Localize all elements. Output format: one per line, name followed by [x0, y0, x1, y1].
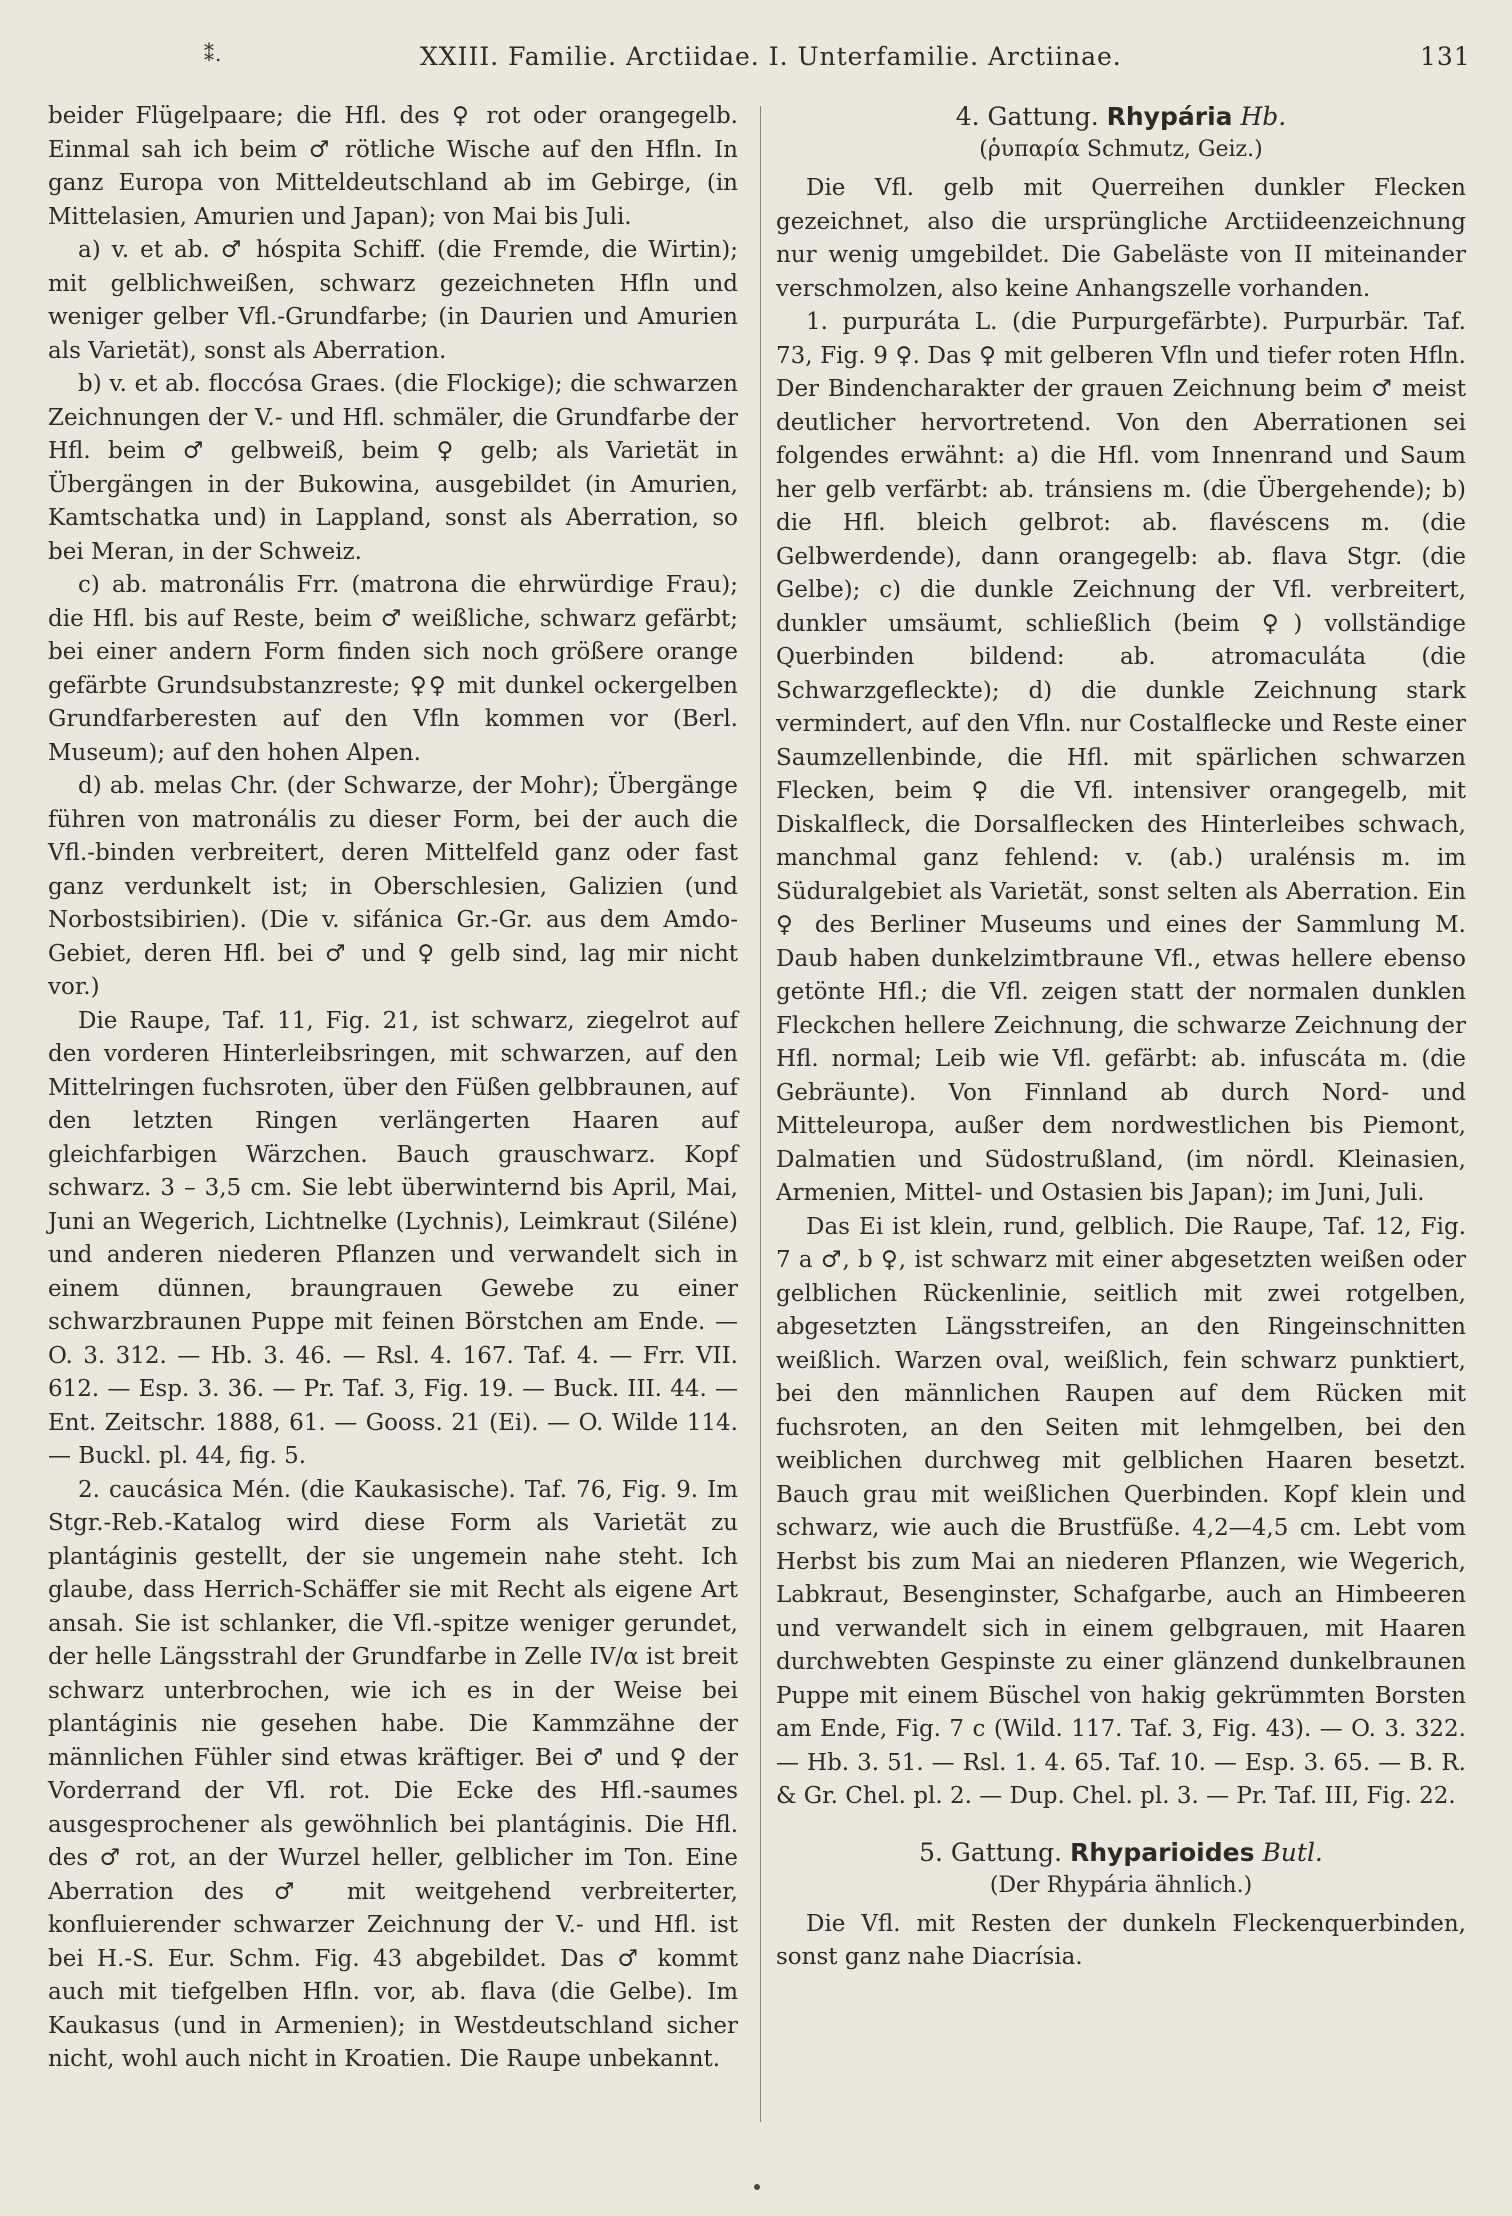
footer-dot [754, 2184, 760, 2190]
page-number: 131 [1420, 42, 1471, 71]
left-column [48, 100, 738, 2077]
genus-author: Butl. [1262, 1837, 1323, 1867]
paragraph-floccosa: b) v. et ab. floccósa Graes. (die Flockige); die schwarzen Zeichnungen der V.- und Hfl. schmäler, die Grundfarbe der Hfl. beim ♂ gelbweiß, beim ♀ gelb; als Varietät in Übergängen in der Bukowina, ausgebildet (in Amurien, Kamtschatka und) in Lappland, sonst als Aberration, so bei Meran, in der Schweiz. [48, 371, 738, 565]
genus-etymology: (ῥυπαρία Schmutz, Geiz.) [979, 137, 1263, 162]
genus-author: Hb. [1240, 102, 1287, 131]
paragraph-genus-description: Die Vfl. gelb mit Querreihen dunkler Flecken gezeichnet, also die ursprüngliche Arctiideenzeichnung nur wenig umgebildet. Die Gabeläste von II miteinander verschmolzen, also keine Anhangszelle vorhanden. [776, 175, 1466, 302]
paragraph-melas: d) ab. melas Chr. (der Schwarze, der Mohr); Übergänge führen von matronális zu dieser Form, bei der auch die Vfl.-binden verbreitert, deren Mittelfeld ganz oder fast ganz verdunkelt ist; in Oberschlesien, Galizien (und Norbostsibirien). (Die v. sifánica Gr.-Gr. aus dem Amdo-Gebiet, deren Hfl. bei ♂ und ♀ gelb sind, lag mir nicht vor.) [48, 773, 738, 1000]
paragraph-ei-raupe: Das Ei ist klein, rund, gelblich. Die Raupe, Taf. 12, Fig. 7 a ♂, b ♀, ist schwarz mit einer abgesetzten weißen oder gelblichen Rückenlinie, seitlich mit zwei rotgelben, abgesetzten Längsstreifen, an den Ringeinschnitten weißlich. Warzen oval, weißlich, fein schwarz punktiert, bei den männlichen Raupen auf dem Rücken mit fuchsroten, an den Seiten mit lehmgelben, bei den weiblichen durchweg mit gelblichen Haaren besetzt. Bauch grau mit weißlichen Querbinden. Kopf klein und schwarz, wie auch die Brustfüße. 4,2—4,5 cm. Lebt vom Herbst bis zum Mai an niederen Pflanzen, wie Wegerich, Labkraut, Besenginster, Schafgarbe, auch an Himbeeren und verwandelt sich in einem gelbgrauen, mit Haaren durchwebten Gespinste zu einer glänzend dunkelbraunen Puppe mit einem Büschel von hakig gekrümmten Borsten am Ende, Fig. 7 c (Wild. 117. Taf. 3, Fig. 43). — O. 3. 322. — Hb. 3. 51. — Rsl. 1. 4. 65. Taf. 10. — Esp. 3. 65. — B. R. & Gr. Chel. pl. 2. — Dup. Chel. pl. 3. — Pr. Taf. III, Fig. 22. [776, 1213, 1466, 1809]
paragraph-raupe: Die Raupe, Taf. 11, Fig. 21, ist schwarz, ziegelrot auf den vorderen Hinterleibsringen, mit schwarzen, auf den Mittelringen fuchsroten, über den Füßen gelbbraunen, auf den letzten Ringen verlängerten Haaren auf gleichfarbigen Wärzchen. Bauch grauschwarz. Kopf schwarz. 3 – 3,5 cm. Sie lebt überwinternd bis April, Mai, Juni an Wegerich, Lichtnelke (Lychnis), Leimkraut (Siléne) und anderen niederen Pflanzen und verwandelt sich in einem dünnen, braungrauen Gewebe zu einer schwarzbraunen Puppe mit feinen Börstchen am Ende. — O. 3. 312. — Hb. 3. 46. — Rsl. 4. 167. Taf. 4. — Frr. VII. 612. — Esp. 3. 36. — Pr. Taf. 3, Fig. 19. — Buck. III. 44. — Ent. Zeitschr. 1888, 61. — Gooss. 21 (Ei). — O. Wilde 114. — Buckl. pl. 44, fig. 5. [48, 1007, 738, 1469]
paragraph-purpurata: 1. purpuráta L. (die Purpurgefärbte). Purpurbär. Taf. 73, Fig. 9 ♀. Das ♀ mit gelberen Vfln und tiefer roten Hfln. Der Bindencharakter der grauen Zeichnung beim ♂ meist deutlicher hervortretend. Von den Aberrationen sei folgendes erwähnt: a) die Hfl. vom Innenrand und Saum her gelb verfärbt: ab. tránsiens m. (die Übergehende); b) die Hfl. bleich gelbrot: ab. flavéscens m. (die Gelbwerdende), dann orangegelb: ab. flava Stgr. (die Gelbe); c) die dunkle Zeichnung der Vfl. verbreitert, dunkler umsäumt, schließlich (beim ♀) vollständige Querbinden bildend: ab. atromaculáta (die Schwarzgefleckte); d) die dunkle Zeichnung stark vermindert, auf den Vfln. nur Costalflecke und Reste einer Saumzellenbinde, die Hfl. mit spärlichen schwarzen Flecken, beim ♀ die Vfl. intensiver orangegelb, mit Diskalfleck, die Dorsalflecken des Hinterleibes schwach, manchmal ganz fehlend: v. (ab.) uralénsis m. im Süduralgebiet als Varietät, sonst selten als Aberration. Ein ♀ des Berliner Museums und eines der Sammlung M. Daub haben dunkelzimtbraune Vfl., etwas hellere ebenso getönte Hfl.; die Vfl. zeigen statt der normalen dunklen Fleckchen hellere Zeichnung, die schwarze Zeichnung der Hfl. normal; Leib wie Vfl. gefärbt: ab. infuscáta m. (die Gebräunte). Von Finnland ab durch Nord- und Mitteleuropa, außer dem nordwestlichen bis Piemont, Dalmatien und Südostrußland, (im nördl. Kleinasien, Armenien, Mittel- und Ostasien bis Japan); im Juni, Juli. [776, 309, 1466, 1206]
paragraph-matronalis: c) ab. matronális Frr. (matrona die ehrwürdige Frau); die Hfl. bis auf Reste, beim ♂ weißliche, schwarz gefärbt; bei einer andern Form finden sich noch größere orange gefärbte Grundsubstanzreste; ♀♀ mit dunkel ockergelben Grundfarberesten auf den Vfln kommen vor (Berl. Museum); auf den hohen Alpen. [48, 572, 738, 766]
right-column [776, 100, 1466, 1975]
header-mark: ⁑. [204, 42, 223, 66]
paragraph-rhyparioides: Die Vfl. mit Resten der dunkeln Fleckenquerbinden, sonst ganz nahe Diacrísia. [776, 1910, 1466, 1970]
genus-number: 5. Gattung. [919, 1837, 1063, 1867]
genus-name: Rhyparioides [1069, 1837, 1255, 1867]
genus-etymology: (Der Rhypária ähnlich.) [989, 1872, 1253, 1898]
genus-heading-rhyparia [776, 100, 1466, 134]
header-title: XXIII. Familie. Arctiidae. I. Unterfamilie. Arctiinae. [420, 42, 1122, 71]
paragraph-caucasica: 2. caucásica Mén. (die Kaukasische). Taf. 76, Fig. 9. Im Stgr.-Reb.-Katalog wird diese Form als Varietät zu plantáginis gestellt, der sie ungemein nahe steht. Ich glaube, dass Herrich-Schäffer sie mit Recht als eigene Art ansah. Sie ist schlanker, die Vfl.-spitze weniger gerundet, der helle Längsstrahl der Grundfarbe in Zelle IV/α ist breit schwarz unterbrochen, wie ich es in der Weise bei plantáginis nie gesehen habe. Die Kammzähne der männlichen Fühler sind etwas kräftiger. Bei ♂ und ♀ der Vorderrand der Vfl. rot. Die Ecke des Hfl.-saumes ausgesprochener als gewöhnlich bei plantáginis. Die Hfl. des ♂ rot, an der Wurzel heller, gelblicher im Ton. Eine Aberration des ♂ mit weitgehend verbreiterter, konfluierender schwarzer Zeichnung der V.- und Hfl. ist bei H.-S. Eur. Schm. Fig. 43 abgebildet. Das ♂ kommt auch mit tiefgelben Hfln. vor, ab. flava (die Gelbe). Im Kaukasus (und in Armenien); in Westdeutschland sicher nicht, wohl auch nicht in Kroatien. Die Raupe unbekannt. [48, 1476, 738, 2072]
paragraph-hospita: a) v. et ab. ♂ hóspita Schiff. (die Fremde, die Wirtin); mit gelblichweißen, schwarz gezeichneten Hfln und weniger gelber Vfl.-Grundfarbe; (in Daurien und Amurien als Varietät), sonst als Aberration. [48, 237, 738, 364]
genus-number: 4. Gattung. [955, 102, 1099, 131]
genus-heading-rhyparioides [776, 1836, 1466, 1870]
paragraph: beider Flügelpaare; die Hfl. des ♀ rot oder orangegelb. Einmal sah ich beim ♂ rötliche Wische auf den Hfln. In ganz Europa von Mitteldeutschland ab im Gebirge, (in Mittelasien, Amurien und Japan); von Mai bis Juli. [48, 103, 738, 230]
column-divider [760, 106, 761, 2122]
genus-name: Rhypária [1106, 102, 1233, 131]
running-header [0, 40, 1512, 80]
